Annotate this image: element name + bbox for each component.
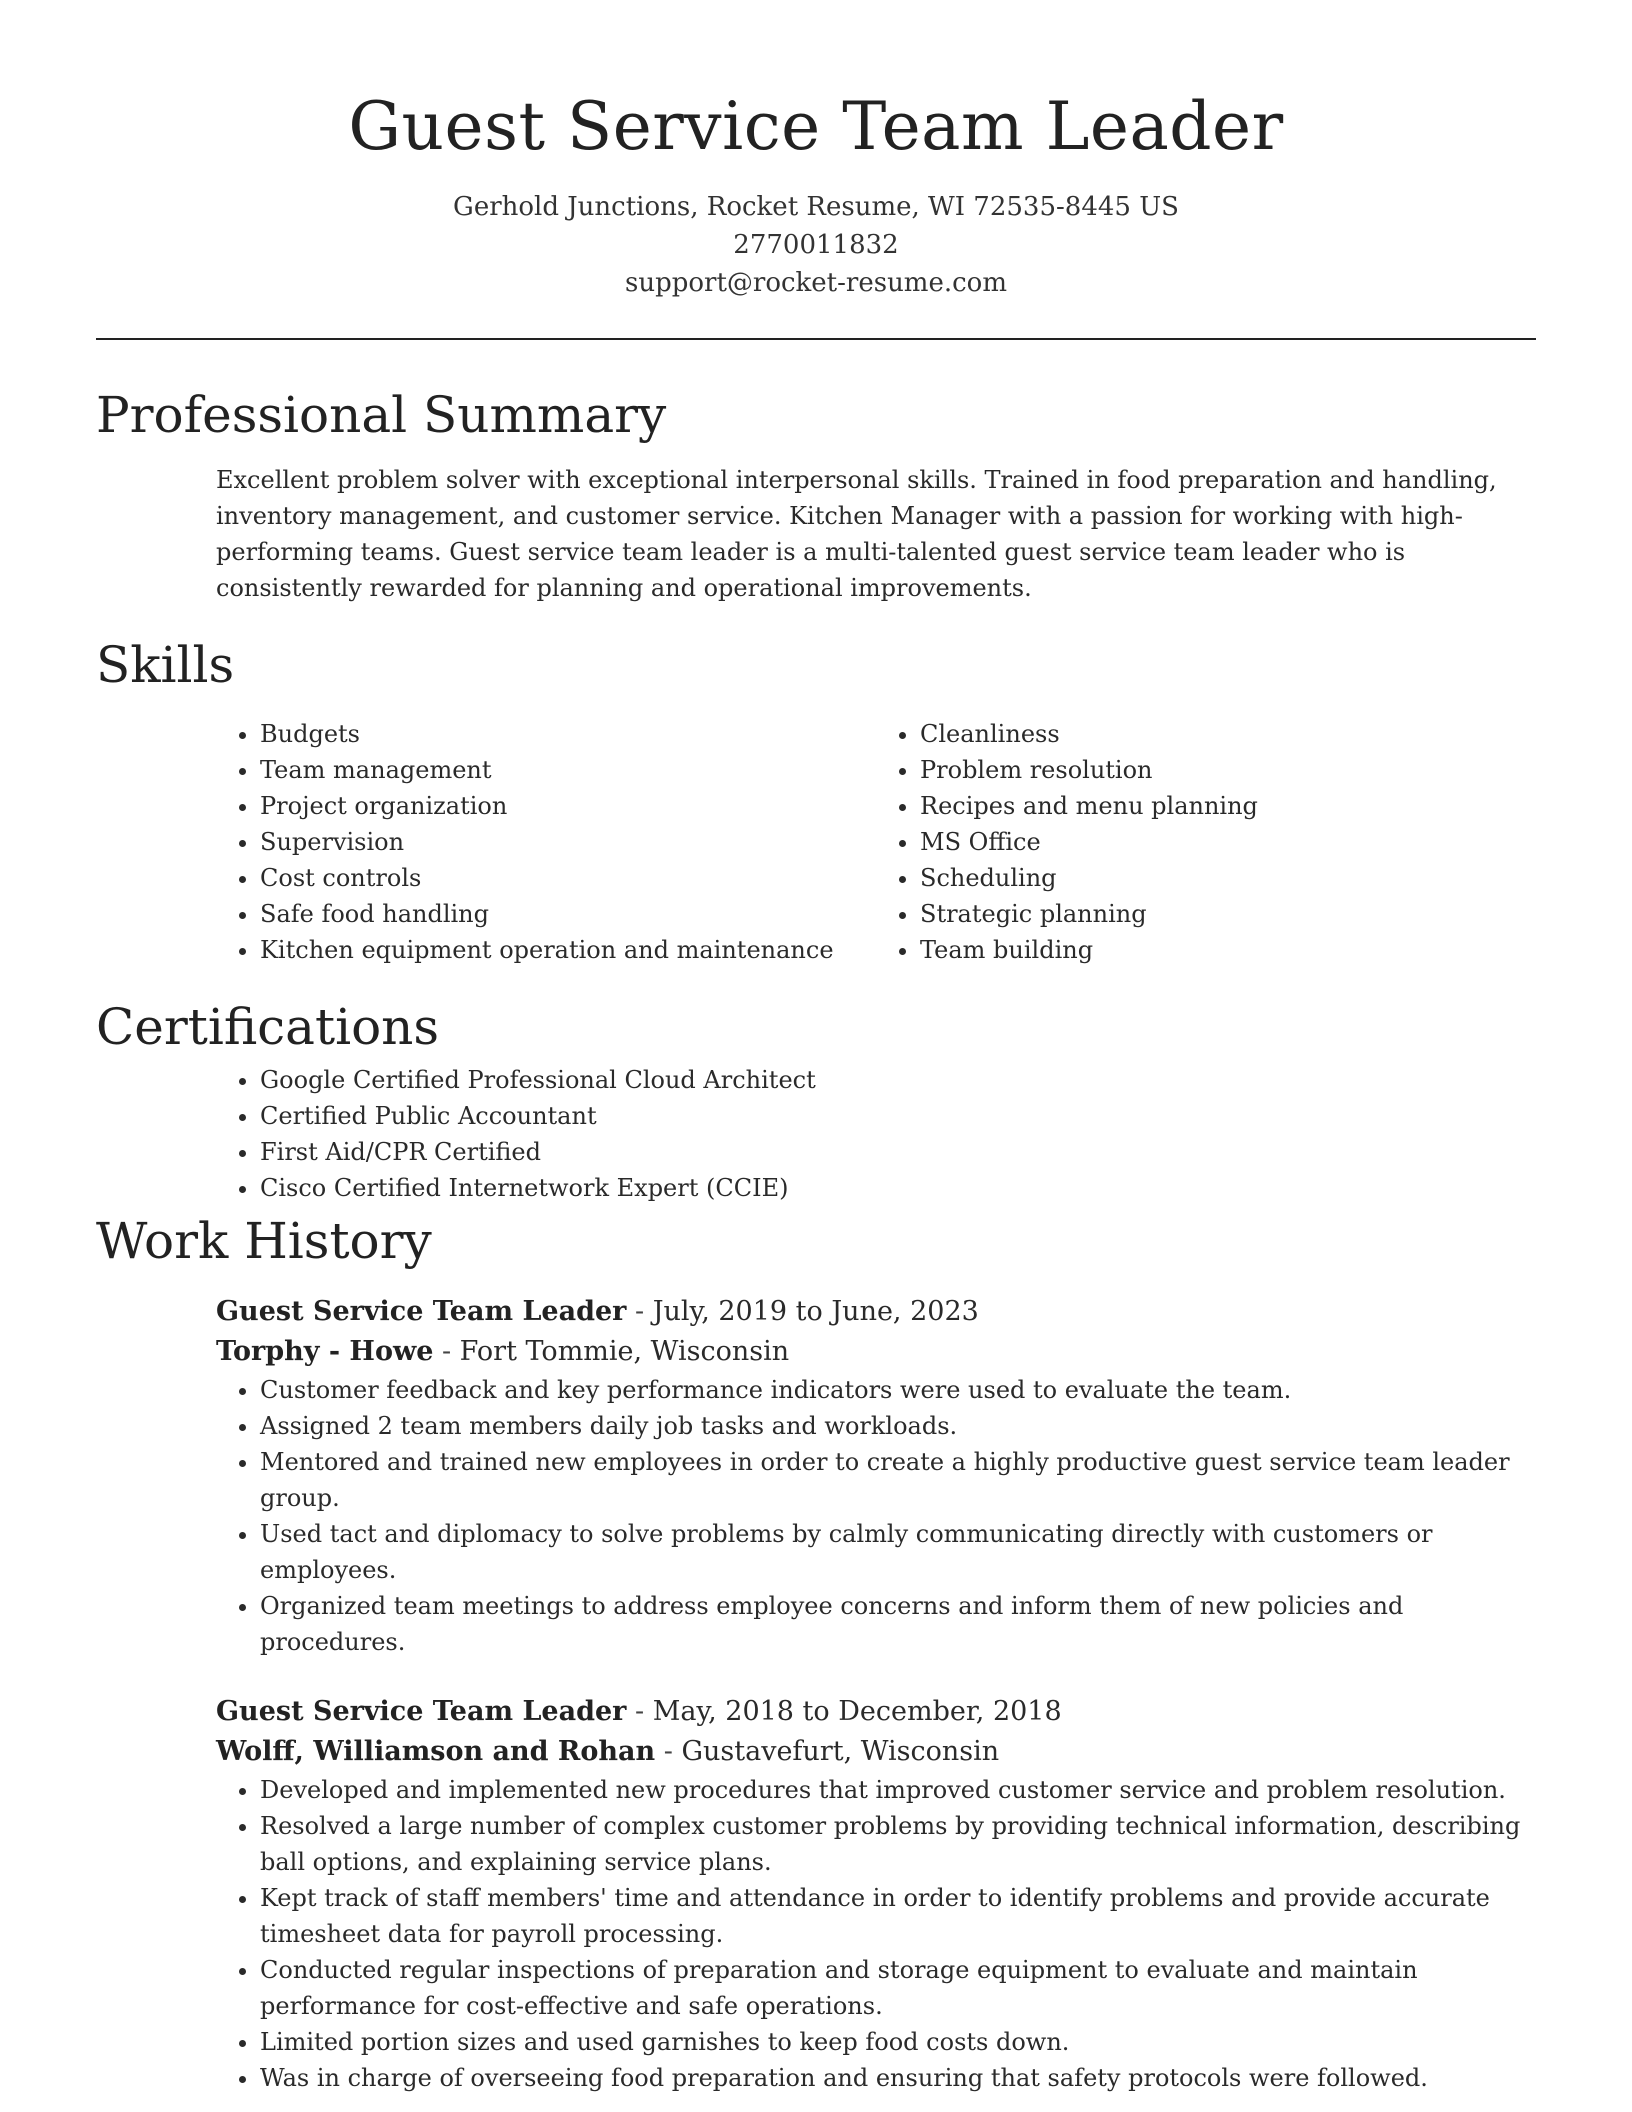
job-separator: - [433, 1336, 460, 1367]
job-duty: • Customer feedback and key performance indicators were used to evaluate the team. [260, 1372, 1536, 1408]
work-history-heading: Work History [96, 1212, 432, 1270]
job-entry [216, 1292, 1536, 1660]
job-company-line [216, 1732, 1536, 1772]
skills-list-right [876, 716, 1536, 968]
certifications-section [96, 992, 1536, 1206]
skill-item: • Team building [920, 932, 1536, 968]
job-duty: • Assigned 2 team members daily job tasks and workloads. [260, 1408, 1536, 1444]
skill-item: • Kitchen equipment operation and maintenance [260, 932, 876, 968]
header-divider [96, 338, 1536, 340]
skill-item: • Project organization [260, 788, 876, 824]
certification-item: • Cisco Certified Internetwork Expert (CCIE) [260, 1170, 1536, 1206]
candidate-name: Guest Service Team Leader [348, 88, 1284, 165]
resume-page [96, 0, 1536, 2096]
skills-heading: Skills [96, 636, 235, 694]
skill-item: • Team management [260, 752, 876, 788]
job-title-line [216, 1292, 1536, 1332]
skill-item: • Scheduling [920, 860, 1536, 896]
job-location: Fort Tommie, Wisconsin [459, 1336, 790, 1367]
job-duty: • Developed and implemented new procedures that improved customer service and problem resolution. [260, 1772, 1536, 1808]
job-duties-list [216, 1772, 1536, 2096]
skills-section [96, 630, 1536, 968]
skills-grid [216, 716, 1536, 968]
skills-list-left [216, 716, 876, 968]
job-duty: • Kept track of staff members' time and attendance in order to identify problems and provide accurate timesheet data for payroll processing. [260, 1880, 1536, 1952]
job-location: Gustavefurt, Wisconsin [681, 1736, 1000, 1767]
job-title: Guest Service Team Leader [216, 1696, 627, 1727]
summary-heading: Professional Summary [96, 386, 667, 444]
job-duty: • Limited portion sizes and used garnishes to keep food costs down. [260, 2024, 1536, 2060]
skill-item: • Strategic planning [920, 896, 1536, 932]
certification-item: • First Aid/CPR Certified [260, 1134, 1536, 1170]
job-company-line [216, 1332, 1536, 1372]
job-separator: - [626, 1296, 653, 1327]
skill-item: • MS Office [920, 824, 1536, 860]
skill-item: • Safe food handling [260, 896, 876, 932]
job-entry [216, 1692, 1536, 2096]
certification-item: • Certified Public Accountant [260, 1098, 1536, 1134]
skill-item: • Recipes and menu planning [920, 788, 1536, 824]
skill-item: • Cleanliness [920, 716, 1536, 752]
job-duty: • Mentored and trained new employees in order to create a highly productive guest service team leader group. [260, 1444, 1536, 1516]
job-title-line [216, 1692, 1536, 1732]
job-separator: - [626, 1696, 653, 1727]
job-duty: • Conducted regular inspections of preparation and storage equipment to evaluate and maintain performance for cost-effective and safe operations. [260, 1952, 1536, 2024]
job-company: Torphy - Howe [216, 1336, 434, 1367]
skill-item: • Supervision [260, 824, 876, 860]
contact-address: Gerhold Junctions, Rocket Resume, WI 72535-8445 US [453, 192, 1179, 222]
contact-email: support@rocket-resume.com [624, 268, 1007, 298]
job-dates: July, 2019 to June, 2023 [652, 1296, 979, 1327]
job-duty: • Resolved a large number of complex customer problems by providing technical information, describing ball options, and explaining service plans. [260, 1808, 1536, 1880]
job-dates: May, 2018 to December, 2018 [652, 1696, 1062, 1727]
job-duty: • Was in charge of overseeing food preparation and ensuring that safety protocols were followed. [260, 2060, 1536, 2096]
skill-item: • Cost controls [260, 860, 876, 896]
job-duty: • Used tact and diplomacy to solve problems by calmly communicating directly with customers or employees. [260, 1516, 1536, 1588]
summary-section [96, 380, 1536, 606]
job-company: Wolff, Williamson and Rohan [216, 1736, 656, 1767]
job-duty: • Organized team meetings to address employee concerns and inform them of new policies and procedures. [260, 1588, 1536, 1660]
contact-phone: 2770011832 [733, 230, 899, 260]
summary-text: Excellent problem solver with exceptional interpersonal skills. Trained in food preparation and handling, inventory management, and customer service. Kitchen Manager with a passion for working with high-performing teams. Guest service team leader is a multi-talented guest service team leader who is consistently rewarded for planning and operational improvements. [216, 466, 1497, 602]
job-title: Guest Service Team Leader [216, 1296, 627, 1327]
certification-item: • Google Certified Professional Cloud Architect [260, 1062, 1536, 1098]
skill-item: • Budgets [260, 716, 876, 752]
job-duties-list [216, 1372, 1536, 1660]
certifications-list [216, 1062, 1536, 1206]
certifications-heading: Certifications [96, 998, 440, 1056]
work-history-section [96, 1206, 1536, 2096]
resume-header [96, 0, 1536, 302]
skill-item: • Problem resolution [920, 752, 1536, 788]
job-separator: - [655, 1736, 682, 1767]
